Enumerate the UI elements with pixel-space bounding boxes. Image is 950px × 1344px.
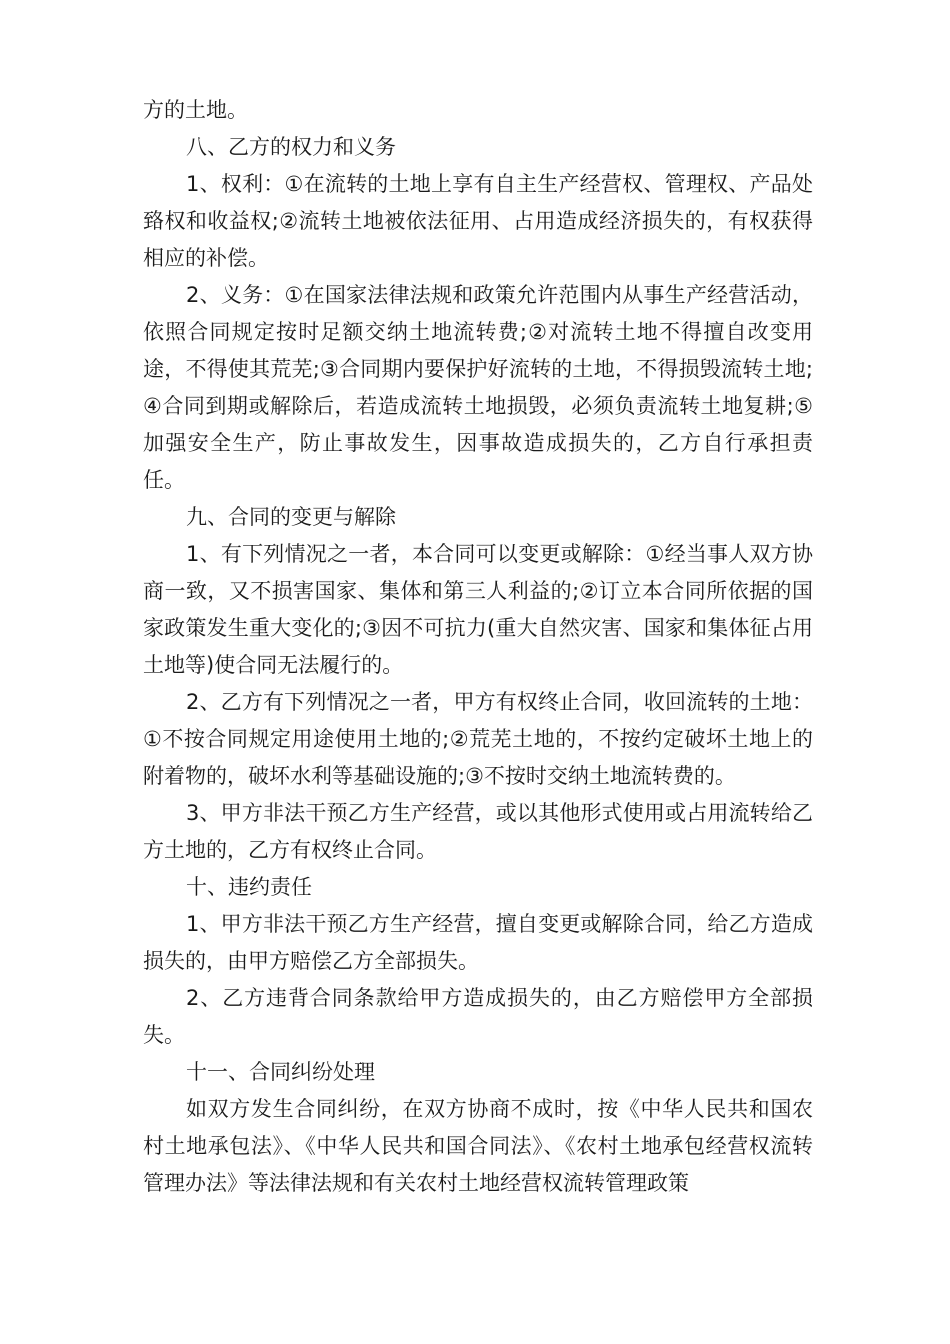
- paragraph-liability-a: 1、甲方非法干预乙方生产经营，擅自变更或解除合同，给乙方造成损失的，由甲方赔偿乙方全部损失。: [143, 912, 813, 973]
- paragraph-change-conditions: 1、有下列情况之一者，本合同可以变更或解除：①经当事人双方协商一致，又不损害国家、集体和第三人利益的;②订立本合同所依据的国家政策发生重大变化的;③因不可抗力(重大自然灾害、国家和集体征占用土地等)使合同无法履行的。: [143, 542, 813, 677]
- section-heading-11: 十一、合同纠纷处理: [186, 1060, 375, 1084]
- paragraph-dispute-handling: 如双方发生合同纠纷，在双方协商不成时，按《中华人民共和国农村土地承包法》、《中华人民共和国合同法》、《农村土地承包经营权流转管理办法》等法律法规和有关农村土地经营权流转管理政策: [143, 1097, 813, 1195]
- section-heading-8: 八、乙方的权力和义务: [186, 135, 396, 159]
- paragraph-party-b-duties: 2、义务：①在国家法律法规和政策允许范围内从事生产经营活动，依照合同规定按时足额交纳土地流转费;②对流转土地不得擅自改变用途，不得使其荒芜;③合同期内要保护好流转的土地，不得损毁流转土地;④合同到期或解除后，若造成流转土地损毁，必须负责流转土地复耕;⑤加强安全生产，防止事故发生，因事故造成损失的，乙方自行承担责任。: [143, 283, 813, 492]
- paragraph-termination-by-b: 3、甲方非法干预乙方生产经营，或以其他形式使用或占用流转给乙方土地的，乙方有权终止合同。: [143, 801, 813, 862]
- section-heading-9: 九、合同的变更与解除: [186, 505, 396, 529]
- paragraph-party-b-rights: 1、权利：①在流转的土地上享有自主生产经营权、管理权、产品处臵权和收益权;②流转土地被依法征用、占用造成经济损失的，有权获得相应的补偿。: [143, 172, 813, 270]
- paragraph-liability-b: 2、乙方违背合同条款给甲方造成损失的，由乙方赔偿甲方全部损失。: [143, 986, 813, 1047]
- section-heading-10: 十、违约责任: [186, 875, 312, 899]
- document-body: [143, 92, 813, 1202]
- paragraph-continuation: 方的土地。: [143, 98, 248, 122]
- paragraph-termination-by-a: 2、乙方有下列情况之一者，甲方有权终止合同，收回流转的土地：①不按合同规定用途使用土地的;②荒芜土地的，不按约定破坏土地上的附着物的，破坏水利等基础设施的;③不按时交纳土地流转费的。: [143, 690, 813, 788]
